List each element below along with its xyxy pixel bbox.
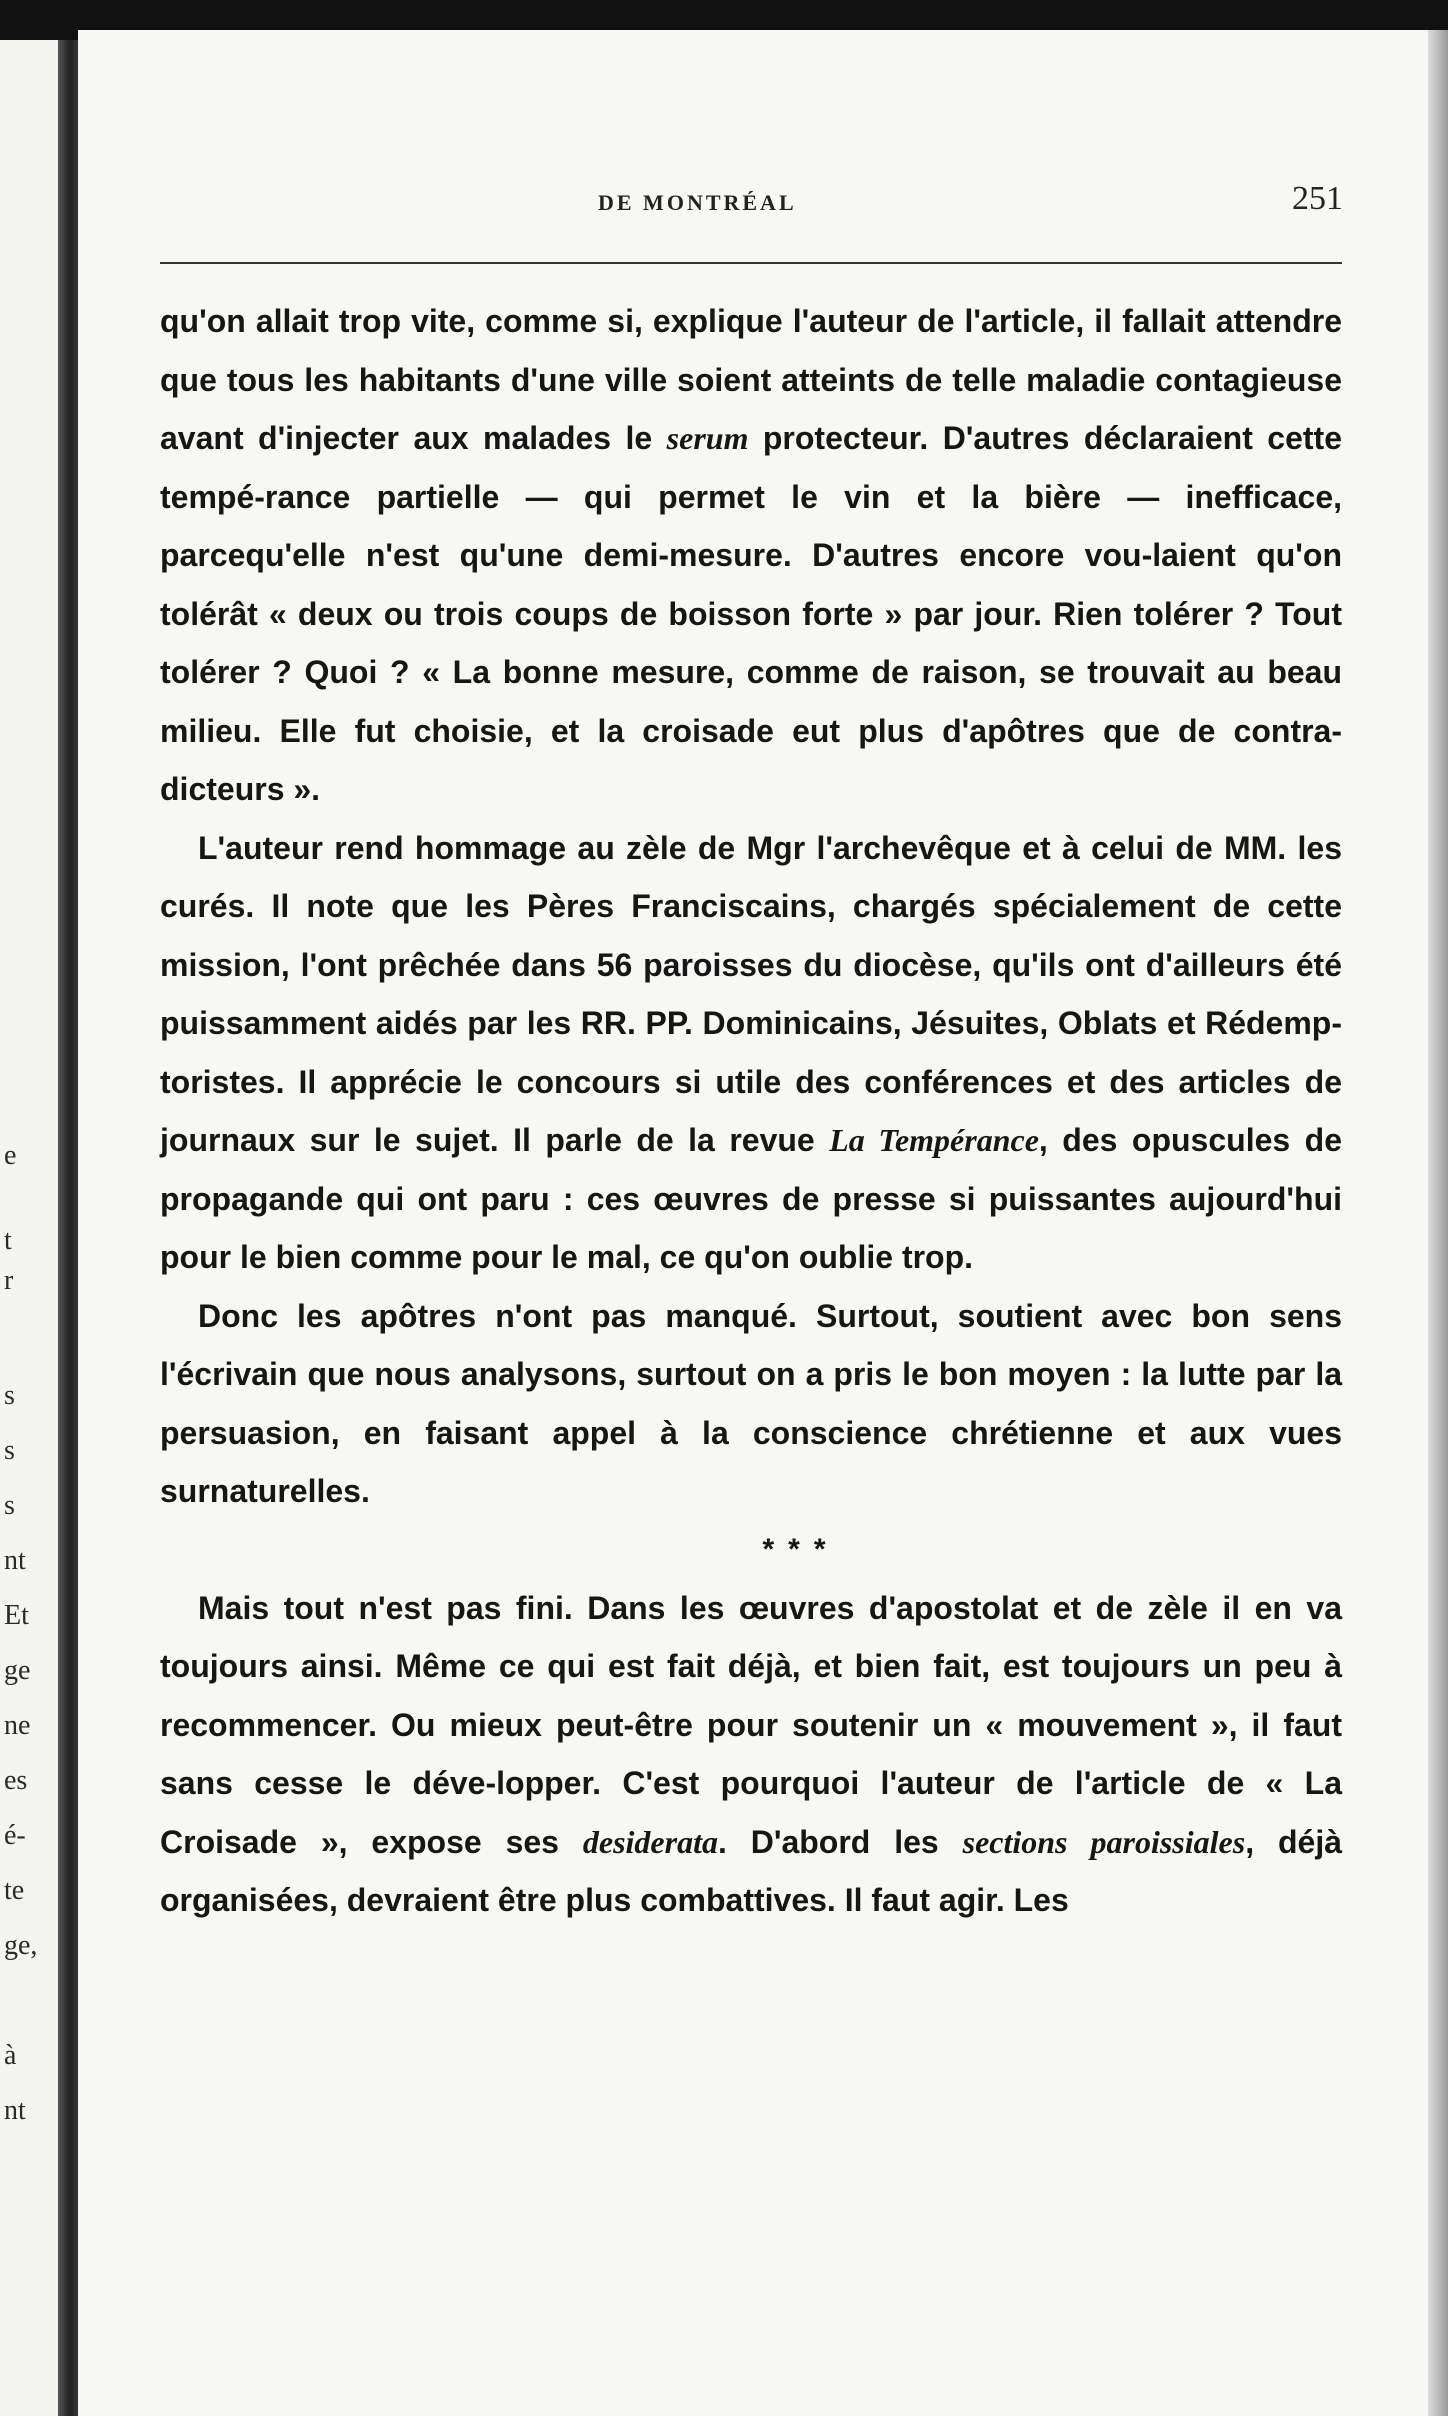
text-run: , des opuscules de propagande qui ont paru : ces œuvres de presse si puissantes aujourd'hui pour le bien comme pour le mal, ce qu'on oublie trop. bbox=[160, 1122, 1343, 1275]
facing-page-fragment: s bbox=[4, 1435, 15, 1466]
facing-page-fragment: t bbox=[4, 1225, 12, 1256]
paragraph bbox=[160, 1579, 1342, 1930]
text-run: Mais tout n'est pas fini. Dans les œuvres d'apostolat et de zèle il en va toujours ainsi. Même ce qui est fait déjà, et bien fait, est toujours un peu à recommencer. Ou mieux peut-être pour soutenir un « mouvement », il faut sans cesse le déve-lopper. C'est pourquoi l'auteur de l'article de « La Croisade », expose ses bbox=[160, 1589, 1342, 1860]
paragraphs-before-break bbox=[160, 292, 1342, 1521]
facing-page-fragment: ge, bbox=[4, 1930, 38, 1961]
section-break-asterism: * * * bbox=[762, 1532, 830, 1566]
paragraphs-after-break bbox=[160, 1579, 1342, 1930]
facing-page-fragment: es bbox=[4, 1765, 28, 1796]
facing-page-fragment: ne bbox=[4, 1710, 31, 1741]
italic-text: serum bbox=[666, 420, 749, 456]
page-number: 251 bbox=[1292, 180, 1343, 217]
italic-text: desiderata bbox=[582, 1823, 718, 1860]
header-rule bbox=[160, 262, 1342, 264]
facing-page-fragment: nt bbox=[4, 1545, 26, 1576]
text-run: protecteur. D'autres déclaraient cette tempé-rance partielle — qui permet le vin et la bière — inefficace, parcequ'elle n'est qu'une demi-mesure. D'autres encore vou-laient qu'on tolérât « deux ou trois coups de boisson forte » par jour. Rien tolérer ? Tout tolérer ? Quoi ? « La bonne mesure, comme de raison, se trouvait au beau milieu. Elle fut choisie, et la croisade eut plus d'apôtres que de contra-dicteurs ». bbox=[160, 420, 1343, 807]
book-page bbox=[78, 30, 1448, 2416]
text-run: L'auteur rend hommage au zèle de Mgr l'archevêque et à celui de MM. les curés. Il note que les Pères Franciscains, chargés spécialement de cette mission, l'ont prêchée dans 56 paroisses du diocèse, qu'ils ont d'ailleurs été puissamment aidés par les RR. PP. Dominicains, Jésuites, Oblats et Rédemp-toristes. Il apprécie le concours si utile des conférences et des articles de journaux sur le sujet. Il parle de la revue bbox=[160, 829, 1342, 1158]
facing-page-fragment: Et bbox=[4, 1600, 29, 1631]
text-run: Donc les apôtres n'ont pas manqué. Surtout, soutient avec bon sens l'écrivain que nous analysons, surtout on a pris le bon moyen : la lutte par la persuasion, en faisant appel à la conscience chrétienne et aux vues surnaturelles. bbox=[160, 1297, 1342, 1509]
facing-page-fragment: ge bbox=[4, 1655, 31, 1686]
body-text bbox=[160, 292, 1342, 1930]
facing-page-fragment: à bbox=[4, 2040, 17, 2071]
page-header bbox=[78, 162, 1448, 222]
running-head: DE MONTRÉAL bbox=[598, 190, 797, 215]
italic-text: sections paroissiales bbox=[962, 1823, 1246, 1860]
paragraph bbox=[160, 1287, 1342, 1521]
paragraph bbox=[160, 819, 1342, 1287]
facing-page-fragment: s bbox=[4, 1490, 15, 1521]
italic-text: La Tempérance bbox=[829, 1122, 1039, 1158]
paragraph bbox=[160, 292, 1342, 819]
facing-page-fragment: s bbox=[4, 1380, 15, 1411]
text-run: . D'abord les bbox=[717, 1823, 963, 1860]
page-edge bbox=[1428, 30, 1448, 2416]
facing-page-fragment: nt bbox=[4, 2095, 26, 2126]
text-run: qu'on allait trop vite, comme si, explique l'auteur de l'article, il fallait attendre que tous les habitants d'une ville soient atteints de telle maladie contagieuse avant d'injecter aux malades le bbox=[160, 303, 1342, 456]
facing-page-fragment: r bbox=[4, 1265, 14, 1296]
facing-page-fragment: e bbox=[4, 1140, 17, 1171]
facing-page-fragment: te bbox=[4, 1875, 25, 1906]
facing-page-fragment: é- bbox=[4, 1820, 26, 1851]
text-run: , déjà organisées, devraient être plus combattives. Il faut agir. Les bbox=[160, 1823, 1342, 1918]
